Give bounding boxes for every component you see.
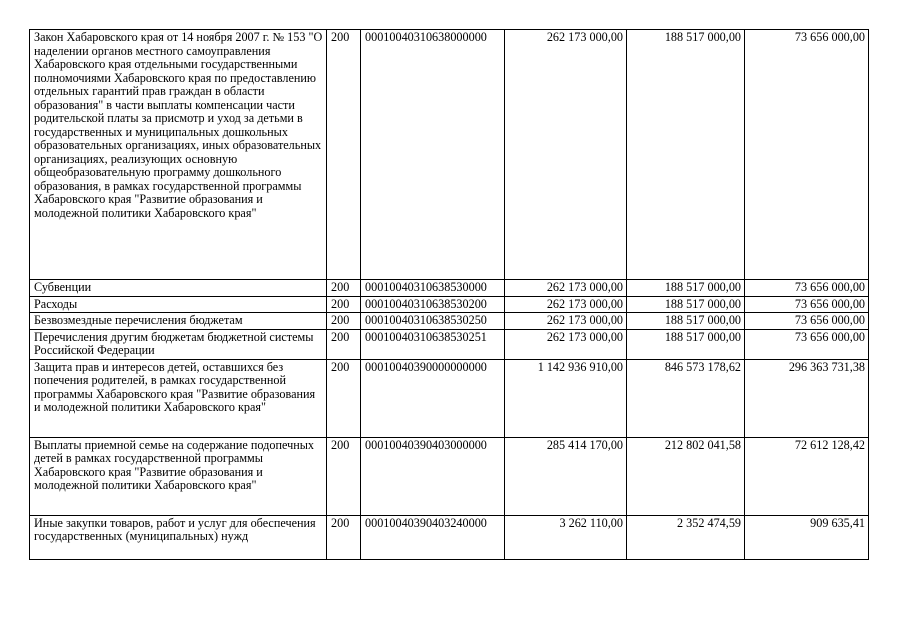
- row-classification-code: 00010040310638530200: [361, 296, 505, 313]
- row-code: 200: [327, 313, 361, 330]
- row-name: Иные закупки товаров, работ и услуг для обеспечения государственных (муниципальных) нужд: [30, 515, 327, 559]
- row-classification-code: 00010040310638000000: [361, 30, 505, 280]
- row-unexecuted-amount: 73 656 000,00: [745, 313, 869, 330]
- row-name: Перечисления другим бюджетам бюджетной системы Российской Федерации: [30, 329, 327, 359]
- row-unexecuted-amount: 296 363 731,38: [745, 359, 869, 437]
- row-name: Субвенции: [30, 280, 327, 297]
- table-row: [30, 280, 869, 297]
- row-approved-amount: 262 173 000,00: [505, 30, 627, 280]
- row-unexecuted-amount: 909 635,41: [745, 515, 869, 559]
- row-name: Расходы: [30, 296, 327, 313]
- table-row: [30, 329, 869, 359]
- row-classification-code: 00010040310638530250: [361, 313, 505, 330]
- row-name: Выплаты приемной семье на содержание подопечных детей в рамках государственной программы Хабаровского края "Развитие образования и молодежной политики Хабаровского края": [30, 437, 327, 515]
- table-row: [30, 437, 869, 515]
- row-approved-amount: 262 173 000,00: [505, 313, 627, 330]
- row-unexecuted-amount: 73 656 000,00: [745, 296, 869, 313]
- row-classification-code: 00010040390403000000: [361, 437, 505, 515]
- row-classification-code: 00010040310638530000: [361, 280, 505, 297]
- row-name: Защита прав и интересов детей, оставшихся без попечения родителей, в рамках государственной программы Хабаровского края "Развитие образования и молодежной политики Хабаровского края": [30, 359, 327, 437]
- document-page: [29, 29, 869, 560]
- row-executed-amount: 2 352 474,59: [627, 515, 745, 559]
- row-name: Закон Хабаровского края от 14 ноября 2007 г. № 153 "О наделении органов местного самоуправления Хабаровского края отдельными государственными полномочиями Хабаровского края по предоставлению отдельных гарантий прав граждан в области образования" в части выплаты компенсации части родительской платы за присмотр и уход за детьми в государственных и муниципальных дошкольных образовательных организациях, иных образовательных организациях, реализующих основную общеобразовательную программу дошкольного образования, в рамках государственной программы Хабаровского края "Развитие образования и молодежной политики Хабаровского края": [30, 30, 327, 280]
- table-row: [30, 359, 869, 437]
- table-row: [30, 30, 869, 280]
- row-approved-amount: 262 173 000,00: [505, 329, 627, 359]
- row-approved-amount: 1 142 936 910,00: [505, 359, 627, 437]
- row-unexecuted-amount: 73 656 000,00: [745, 280, 869, 297]
- row-unexecuted-amount: 73 656 000,00: [745, 30, 869, 280]
- row-classification-code: 00010040390000000000: [361, 359, 505, 437]
- row-executed-amount: 188 517 000,00: [627, 313, 745, 330]
- row-unexecuted-amount: 72 612 128,42: [745, 437, 869, 515]
- row-executed-amount: 188 517 000,00: [627, 329, 745, 359]
- row-code: 200: [327, 359, 361, 437]
- table-row: [30, 313, 869, 330]
- row-code: 200: [327, 296, 361, 313]
- row-classification-code: 00010040390403240000: [361, 515, 505, 559]
- row-code: 200: [327, 329, 361, 359]
- row-executed-amount: 188 517 000,00: [627, 296, 745, 313]
- row-unexecuted-amount: 73 656 000,00: [745, 329, 869, 359]
- row-code: 200: [327, 30, 361, 280]
- row-approved-amount: 262 173 000,00: [505, 296, 627, 313]
- row-name: Безвозмездные перечисления бюджетам: [30, 313, 327, 330]
- table-row: [30, 296, 869, 313]
- row-code: 200: [327, 280, 361, 297]
- row-approved-amount: 3 262 110,00: [505, 515, 627, 559]
- row-approved-amount: 262 173 000,00: [505, 280, 627, 297]
- row-code: 200: [327, 515, 361, 559]
- budget-execution-table: [29, 29, 869, 560]
- row-approved-amount: 285 414 170,00: [505, 437, 627, 515]
- row-executed-amount: 188 517 000,00: [627, 280, 745, 297]
- row-executed-amount: 188 517 000,00: [627, 30, 745, 280]
- row-classification-code: 00010040310638530251: [361, 329, 505, 359]
- table-row: [30, 515, 869, 559]
- row-code: 200: [327, 437, 361, 515]
- row-executed-amount: 212 802 041,58: [627, 437, 745, 515]
- row-executed-amount: 846 573 178,62: [627, 359, 745, 437]
